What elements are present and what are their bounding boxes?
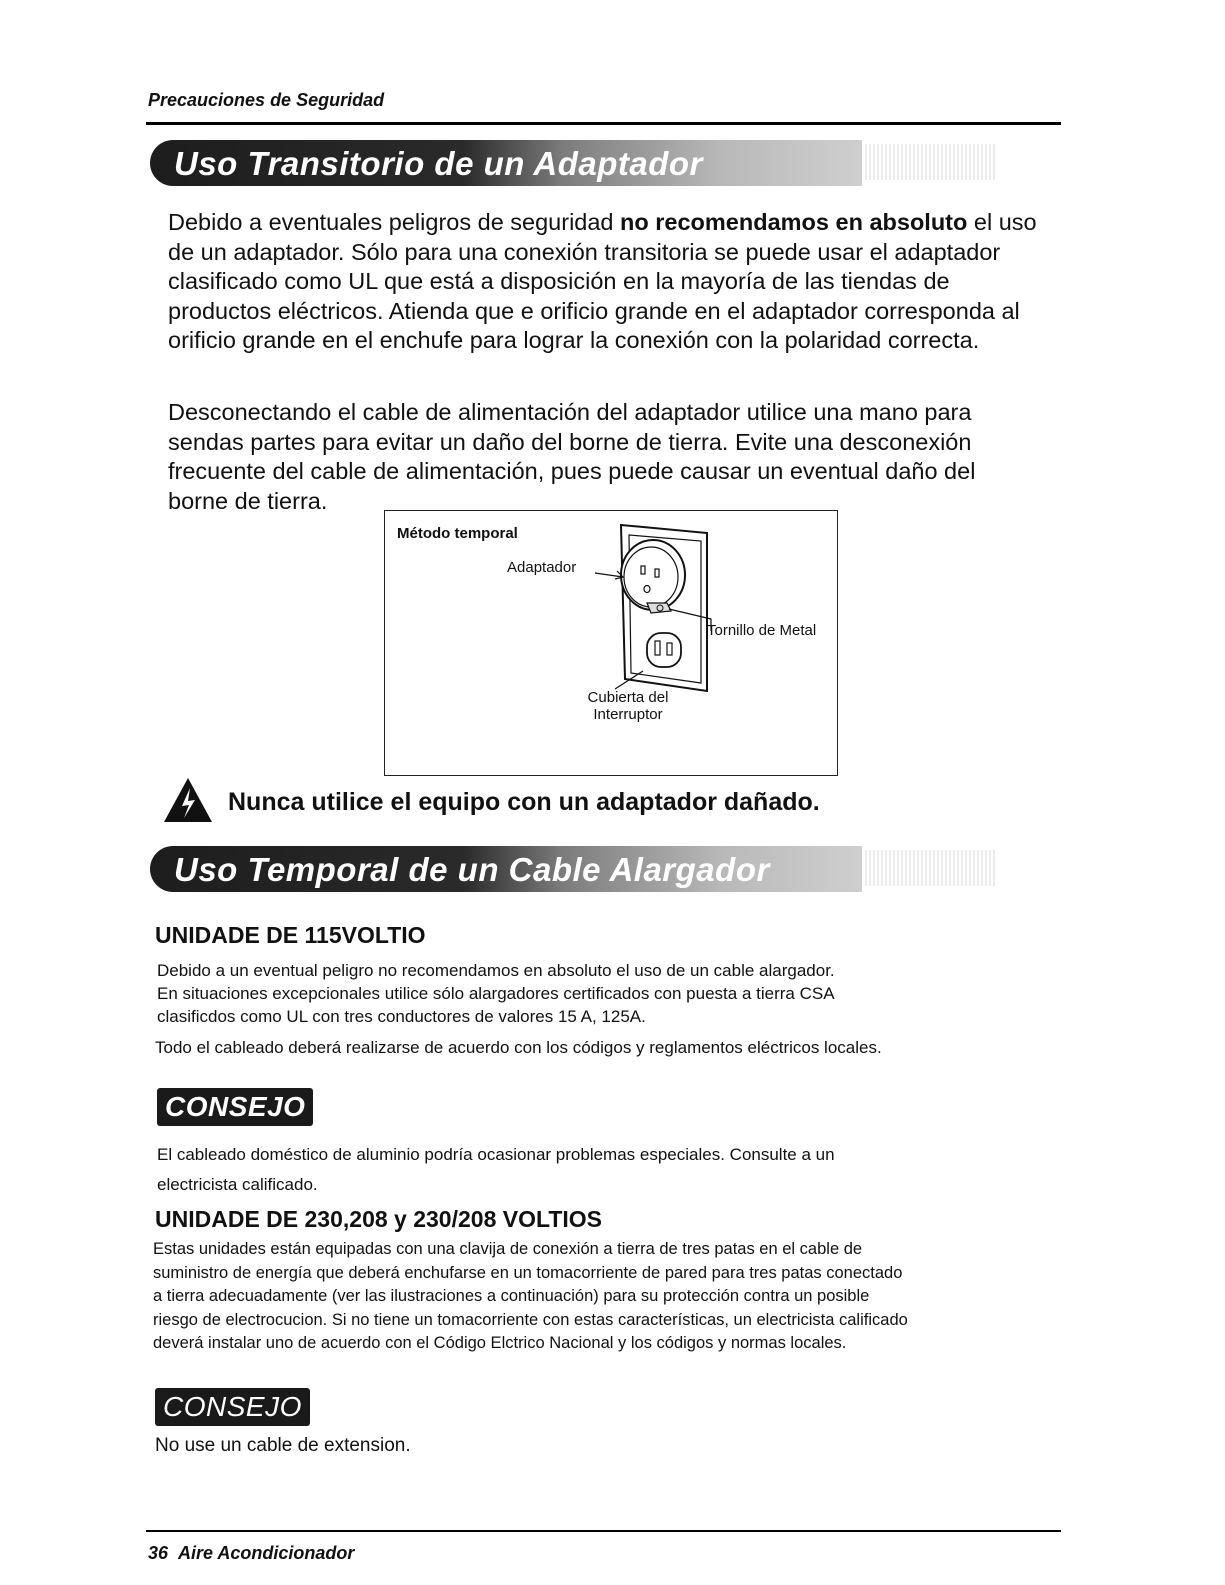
banner-decoration [865,144,995,180]
warning-icon [162,776,214,824]
paragraph-text: Debido a eventuales peligros de seguridad [168,209,621,235]
text-line: deverá instalar uno de acuerdo con el Código Elctrico Nacional y los códigos y normas locales. [153,1334,847,1352]
unit-230-text [153,1238,1043,1356]
unit-115-heading: UNIDADE DE 115VOLTIO [155,922,426,948]
tip-badge: CONSEJO [155,1388,310,1426]
text-line: a tierra adecuadamente (ver las ilustraciones a continuación) para su protección contra un posible [153,1287,870,1305]
footer-rule [146,1530,1061,1532]
tip-1-text [157,1140,1037,1200]
text-line: Estas unidades están equipadas con una clavija de conexión a tierra de tres patas en el cable de [153,1240,863,1258]
text-line: Todo el cableado deberá realizarse de acuerdo con los códigos y reglamentos eléctricos locales. [155,1038,882,1057]
warning-text: Nunca utilice el equipo con un adaptador dañado. [228,788,820,816]
text-line: No use un cable de extension. [155,1435,411,1456]
tip-badge: CONSEJO [157,1088,313,1126]
adapter-paragraph-1 [168,208,1048,356]
figure-label-adapter: Adaptador [507,559,577,576]
section-banner-adapter-text: Uso Transitorio de un Adaptador [174,145,703,182]
text-line: El cableado doméstico de aluminio podría ocasionar problemas especiales. Consulte a un [157,1145,835,1164]
header-rule [146,122,1061,125]
figure-label-cover-line: Interruptor [593,706,663,723]
page-footer [148,1543,354,1564]
text-line: Debido a un eventual peligro no recomendamos en absoluto el uso de un cable alargador. [157,961,835,980]
paragraph-text: Desconectando el cable de alimentación del adaptador utilice una mano para sendas partes para evitar un daño del borne de tierra. Evite una desconexión frecuente del cable de alimentación, pues puede causar un eventual daño del borne de tierra. [168,399,976,514]
footer-title: Aire Acondicionador [178,1543,355,1563]
text-line: riesgo de electrocucion. Si no tiene un tomacorriente con estas características, un electricista calificado [153,1310,908,1329]
section-banner-adapter [150,140,862,186]
adapter-figure [384,510,838,776]
unit-115-text [157,959,1037,1059]
emphasis-text: no recomendamos en absoluto [620,209,968,235]
adapter-paragraph-2 [168,398,1038,516]
text-line: En situaciones excepcionales utilice sólo alargadores certificados con puesta a tierra CSA [157,984,835,1003]
page-header-title: Precauciones de Seguridad [148,90,385,110]
page-number: 36 [148,1543,169,1563]
text-line: electricista calificado. [157,1175,318,1194]
section-banner-extension [150,846,862,892]
paragraph-text: el uso de un adaptador. Sólo para una conexión transitoria se puede usar el adaptador clasificado como UL que está a disposición en la mayoría de las tiendas de productos eléctricos. Atienda que e orificio grande en el adaptador corresponda al orificio grande en el enchufe para lograr la conexión con la polaridad correcta. [168,209,1037,353]
section-banner-extension-text: Uso Temporal de un Cable Alargador [174,851,770,888]
adapter-illustration [385,511,837,775]
banner-decoration [865,850,995,886]
figure-label-screw: Tornillo de Metal [707,622,817,639]
figure-label-cover-line: Cubierta del [587,689,669,706]
unit-230-heading: UNIDADE DE 230,208 y 230/208 VOLTIOS [155,1206,602,1232]
figure-title: Método temporal [397,525,518,542]
tip-2-text [155,1434,411,1457]
text-line: clasificdos como UL con tres conductores de valores 15 A, 125A. [157,1007,646,1026]
figure-label-cover [573,689,683,723]
text-line: suministro de energía que deberá enchufarse en un tomacorriente de pared para tres patas conectado [153,1263,903,1282]
